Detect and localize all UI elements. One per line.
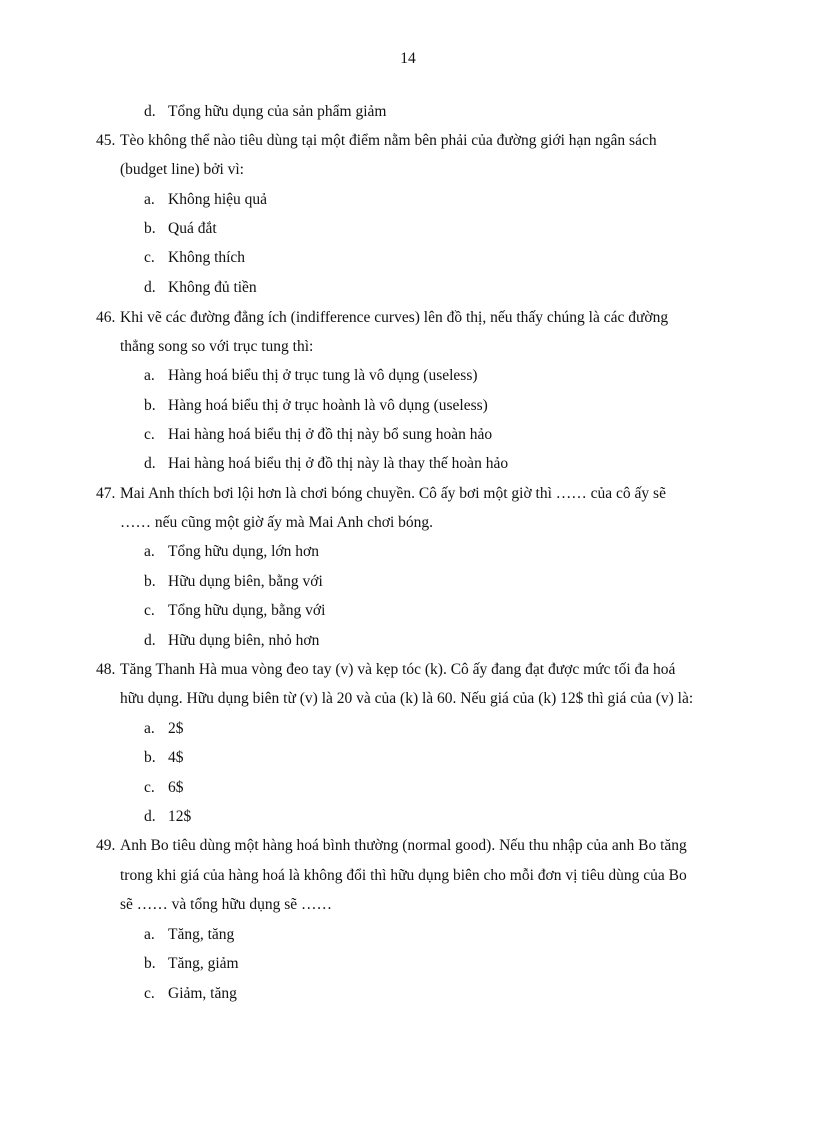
option-text: Hai hàng hoá biểu thị ở đồ thị này là thay thế hoàn hảo	[168, 455, 509, 472]
option-letter: c.	[144, 602, 155, 619]
question-text: Khi vẽ các đường đẳng ích (indifference curves) lên đồ thị, nếu thấy chúng là các đường	[120, 309, 669, 326]
option-text: 2$	[168, 720, 184, 737]
question-text: Tăng Thanh Hà mua vòng đeo tay (v) và kẹp tóc (k). Cô ấy đang đạt được mức tối đa hoá	[120, 661, 676, 678]
question-text: thẳng song so với trục tung thì:	[120, 338, 314, 355]
option-letter: a.	[144, 191, 155, 208]
option-text: Giảm, tăng	[168, 985, 237, 1002]
option-text: Tổng hữu dụng, lớn hơn	[168, 543, 319, 560]
question-number: 48.	[96, 661, 116, 678]
option-letter: d.	[144, 279, 156, 296]
option-text: Hàng hoá biểu thị ở trục hoành là vô dụng (useless)	[168, 397, 488, 414]
question-text: (budget line) bởi vì:	[120, 161, 244, 178]
question-text: Tèo không thể nào tiêu dùng tại một điểm nằm bên phải của đường giới hạn ngân sách	[120, 132, 657, 149]
option-text: Không đủ tiền	[168, 279, 257, 296]
option-text: Hữu dụng biên, nhỏ hơn	[168, 632, 320, 649]
question-number: 49.	[96, 837, 116, 854]
option-text: Hai hàng hoá biểu thị ở đồ thị này bổ sung hoàn hảo	[168, 426, 493, 443]
option-letter: a.	[144, 720, 155, 737]
question-text: hữu dụng. Hữu dụng biên từ (v) là 20 và của (k) là 60. Nếu giá của (k) 12$ thì giá của (v) là:	[120, 690, 694, 707]
option-text: Hữu dụng biên, bằng với	[168, 573, 323, 590]
option-text: Tổng hữu dụng, bằng với	[168, 602, 326, 619]
option-letter: b.	[144, 397, 156, 414]
option-text: 6$	[168, 779, 184, 796]
question-number: 47.	[96, 485, 116, 502]
question-text: sẽ …… và tổng hữu dụng sẽ ……	[120, 896, 333, 913]
option-text: Tăng, giảm	[168, 955, 239, 972]
option-text: Quá đắt	[168, 220, 217, 237]
option-letter: a.	[144, 367, 155, 384]
option-text: Tổng hữu dụng của sản phẩm giảm	[168, 103, 387, 120]
question-text: …… nếu cũng một giờ ấy mà Mai Anh chơi bóng.	[120, 514, 434, 531]
question-number: 45.	[96, 132, 116, 149]
option-letter: c.	[144, 426, 155, 443]
option-text: Không thích	[168, 249, 246, 266]
option-text: 4$	[168, 749, 184, 766]
option-letter: a.	[144, 543, 155, 560]
option-letter: c.	[144, 985, 155, 1002]
question-text: Anh Bo tiêu dùng một hàng hoá bình thường (normal good). Nếu thu nhập của anh Bo tăng	[120, 837, 687, 854]
question-number: 46.	[96, 309, 116, 326]
option-letter: c.	[144, 779, 155, 796]
option-text: 12$	[168, 808, 192, 825]
option-text: Tăng, tăng	[168, 926, 235, 943]
option-letter: a.	[144, 926, 155, 943]
option-letter: c.	[144, 249, 155, 266]
option-letter: b.	[144, 220, 156, 237]
option-letter: b.	[144, 573, 156, 590]
option-letter: d.	[144, 455, 156, 472]
option-letter: d.	[144, 632, 156, 649]
option-letter: b.	[144, 749, 156, 766]
option-text: Không hiệu quả	[168, 191, 268, 208]
option-letter: d.	[144, 808, 156, 825]
question-text: trong khi giá của hàng hoá là không đổi thì hữu dụng biên cho mỗi đơn vị tiêu dùng của Bo	[120, 867, 687, 884]
option-letter: d.	[144, 103, 156, 120]
option-letter: b.	[144, 955, 156, 972]
question-text: Mai Anh thích bơi lội hơn là chơi bóng chuyền. Cô ấy bơi một giờ thì …… của cô ấy sẽ	[120, 485, 666, 502]
page-number: 14	[400, 50, 416, 67]
option-text: Hàng hoá biểu thị ở trục tung là vô dụng (useless)	[168, 367, 478, 384]
